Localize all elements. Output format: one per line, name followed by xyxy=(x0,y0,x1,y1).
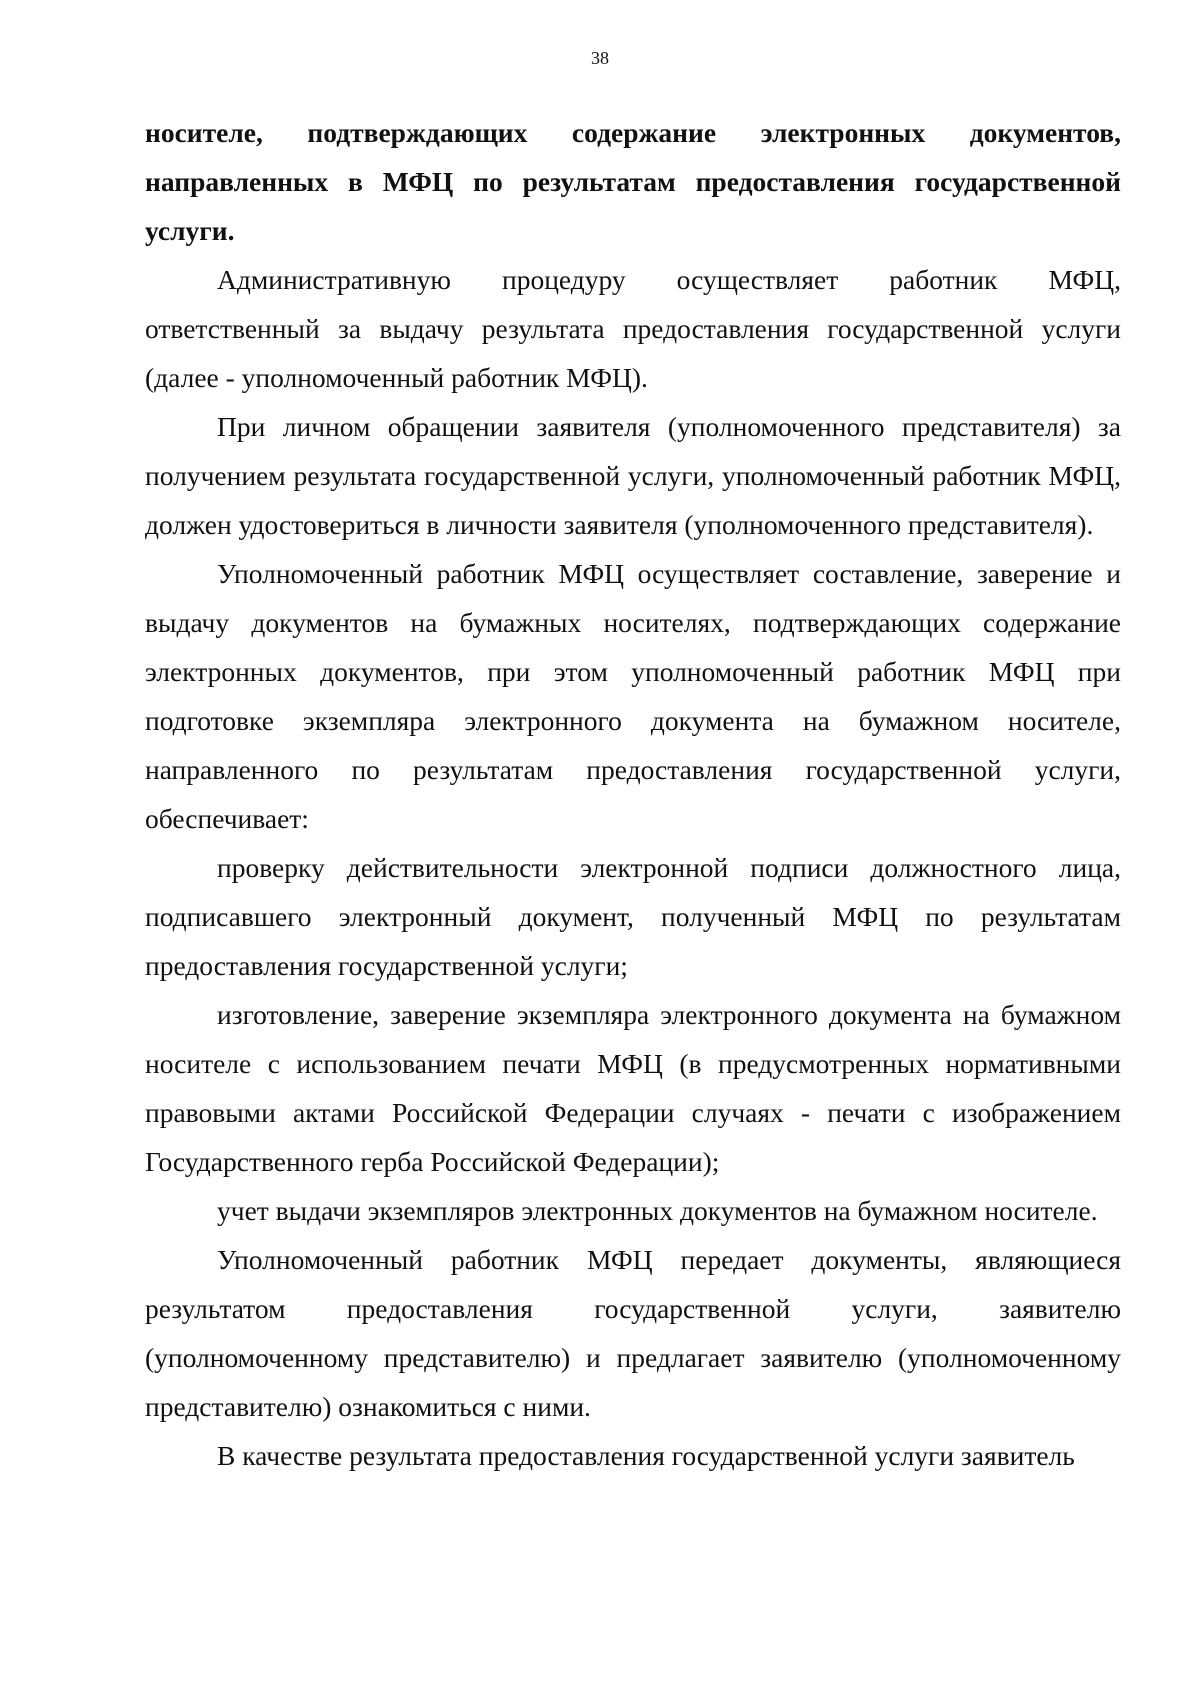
paragraph-2: При личном обращении заявителя (уполномоченного представителя) за получением результата государственной услуги, уполномоченный работник МФЦ, должен удостовериться в личности заявителя (уполномоченного представителя). xyxy=(145,411,1121,540)
page-number: 38 xyxy=(591,48,609,68)
paragraph-7: Уполномоченный работник МФЦ передает документы, являющиеся результатом предоставления государственной услуги, заявителю (уполномоченному представителю) и предлагает заявителю (уполномоченному представителю) ознакомиться с ними. xyxy=(145,1244,1121,1422)
paragraph-8: В качестве результата предоставления государственной услуги заявитель xyxy=(217,1440,1075,1471)
paragraph-5: изготовление, заверение экземпляра электронного документа на бумажном носителе с использованием печати МФЦ (в предусмотренных нормативными правовыми актами Российской Федерации случаях - печати с изображением Государственного герба Российской Федерации); xyxy=(145,999,1121,1177)
paragraph-1: Административную процедуру осуществляет работник МФЦ, ответственный за выдачу результата предоставления государственной услуги (далее - уполномоченный работник МФЦ). xyxy=(145,264,1121,393)
paragraph-3: Уполномоченный работник МФЦ осуществляет составление, заверение и выдачу документов на бумажных носителях, подтверждающих содержание электронных документов, при этом уполномоченный работник МФЦ при подготовке экземпляра электронного документа на бумажном носителе, направленного по результатам предоставления государственной услуги, обеспечивает: xyxy=(145,558,1121,834)
paragraph-4: проверку действительности электронной подписи должностного лица, подписавшего электронный документ, полученный МФЦ по результатам предоставления государственной услуги; xyxy=(145,852,1121,981)
document-body xyxy=(145,108,1121,1480)
section-heading: носителе, подтверждающих содержание электронных документов, направленных в МФЦ по результатам предоставления государственной услуги. xyxy=(145,117,1121,246)
paragraph-6: учет выдачи экземпляров электронных документов на бумажном носителе. xyxy=(217,1195,1098,1226)
